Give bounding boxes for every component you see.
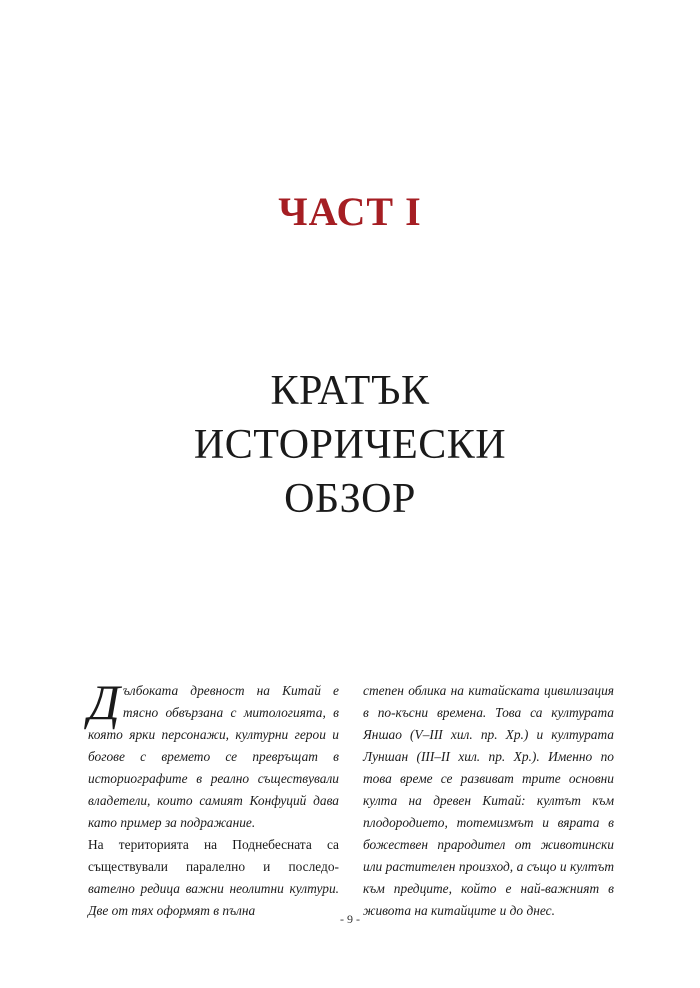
opening-paragraph bbox=[88, 674, 339, 834]
page-number: - 9 - bbox=[340, 912, 360, 926]
chapter-title-line-1: КРАТЪК bbox=[270, 368, 430, 414]
second-paragraph-intro: На територията на Поднебесната са съществували паралелно и последо- bbox=[88, 837, 339, 874]
right-column-text: степен облика на китайската цивилизация в по-късни времена. Това са културата Яншао (V–III хил. пр. Хр.) и културата Луншан (III–II хил. пр. Хр.). Именно по това време се развиват трите основни култа на древен Китай: култът към плодородието, тотемизмът и вярата в божествен прародител от животински или растителен произход, а също и култът към предците, който е най-важният в живота на китайците и до днес. bbox=[363, 683, 614, 918]
part-title: ЧАСТ I bbox=[278, 189, 422, 234]
left-column bbox=[88, 674, 339, 922]
chapter-title-line-3: ОБЗОР bbox=[284, 476, 416, 522]
opening-paragraph-text: ълбоката древност на Китай е тясно обвързана с митологията, в която ярки персонажи, културни герои и богове с времето се превръщат в историографите в реално съществували владетели, които самият Конфуций дава като пример за подражание. bbox=[88, 683, 339, 830]
chapter-title-line-2: ИСТОРИЧЕСКИ bbox=[193, 422, 507, 468]
body-columns bbox=[88, 674, 614, 922]
right-column bbox=[363, 680, 614, 922]
drop-cap: Д bbox=[88, 674, 120, 730]
second-paragraph-rest: вателно редица важни неолитни култури. Две от тях оформят в пълна bbox=[88, 881, 339, 918]
chapter-title bbox=[0, 364, 700, 526]
second-paragraph bbox=[88, 834, 339, 922]
